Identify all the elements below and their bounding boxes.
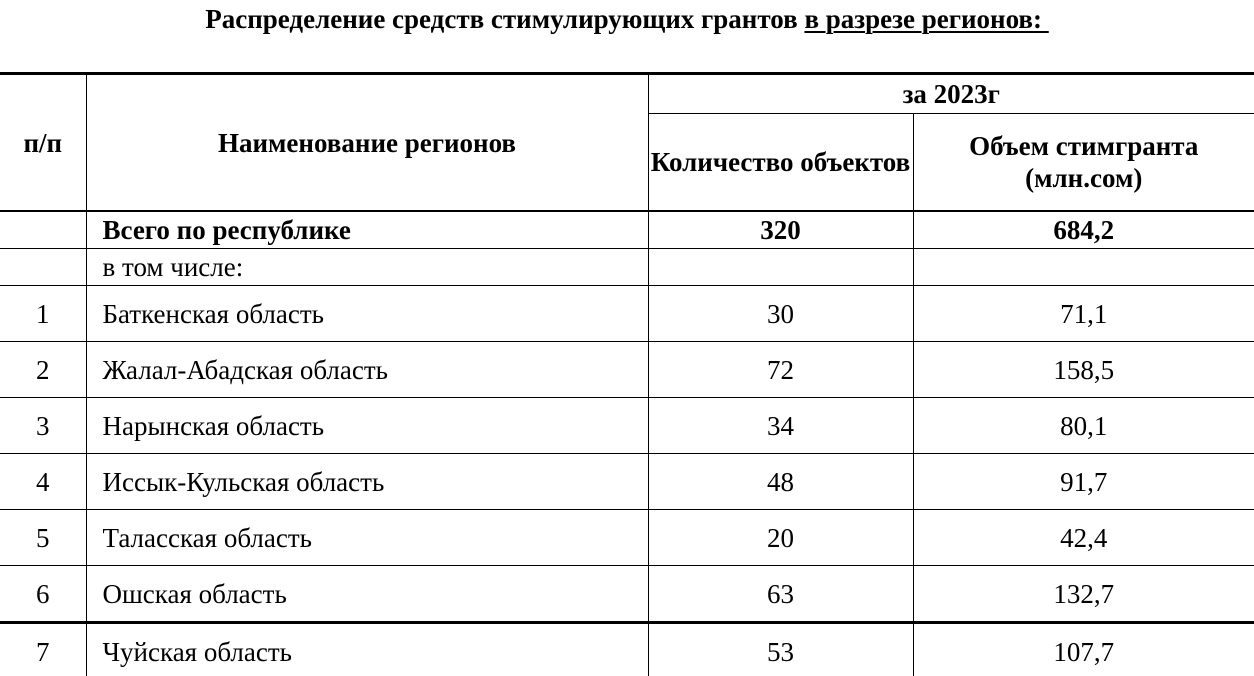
table-row [0,342,1254,398]
document-title [0,2,1254,36]
row-count: 63 [648,566,913,623]
including-label: в том числе: [86,249,648,286]
row-count: 53 [648,623,913,676]
row-num: 2 [0,342,86,398]
table-row [0,286,1254,342]
row-region: Нарынская область [86,398,648,454]
row-count: 34 [648,398,913,454]
row-volume: 80,1 [913,398,1254,454]
title-text: Распределение средств стимулирующих грантов [205,4,805,34]
total-row [0,211,1254,249]
including-count-cell [648,249,913,286]
including-volume-cell [913,249,1254,286]
row-count: 72 [648,342,913,398]
row-region: Таласская область [86,510,648,566]
table-row [0,454,1254,510]
row-region: Иссык-Кульская область [86,454,648,510]
table-row [0,510,1254,566]
header-region: Наименование регионов [86,74,648,212]
row-volume: 71,1 [913,286,1254,342]
row-volume: 42,4 [913,510,1254,566]
row-region: Жалал-Абадская область [86,342,648,398]
including-num-cell [0,249,86,286]
row-count: 48 [648,454,913,510]
row-num: 4 [0,454,86,510]
total-num-cell [0,211,86,249]
row-count: 30 [648,286,913,342]
row-count: 20 [648,510,913,566]
header-num: п/п [0,74,86,212]
header-count: Количество объектов [648,114,913,212]
row-region: Ошская область [86,566,648,623]
including-row [0,249,1254,286]
total-volume: 684,2 [913,211,1254,249]
header-volume: Объем стимгранта (млн.сом) [913,114,1254,212]
total-count: 320 [648,211,913,249]
row-volume: 132,7 [913,566,1254,623]
table-row [0,623,1254,676]
row-num: 7 [0,623,86,676]
table-row [0,398,1254,454]
total-label: Всего по республике [86,211,648,249]
row-num: 1 [0,286,86,342]
row-region: Чуйская область [86,623,648,676]
title-underlined-text: в разрезе регионов: [804,4,1049,34]
row-volume: 158,5 [913,342,1254,398]
row-num: 3 [0,398,86,454]
row-num: 5 [0,510,86,566]
grants-table [0,72,1254,676]
row-volume: 107,7 [913,623,1254,676]
header-period: за 2023г [648,74,1254,114]
table-row [0,566,1254,623]
row-region: Баткенская область [86,286,648,342]
row-volume: 91,7 [913,454,1254,510]
header-row-top [0,74,1254,114]
row-num: 6 [0,566,86,623]
